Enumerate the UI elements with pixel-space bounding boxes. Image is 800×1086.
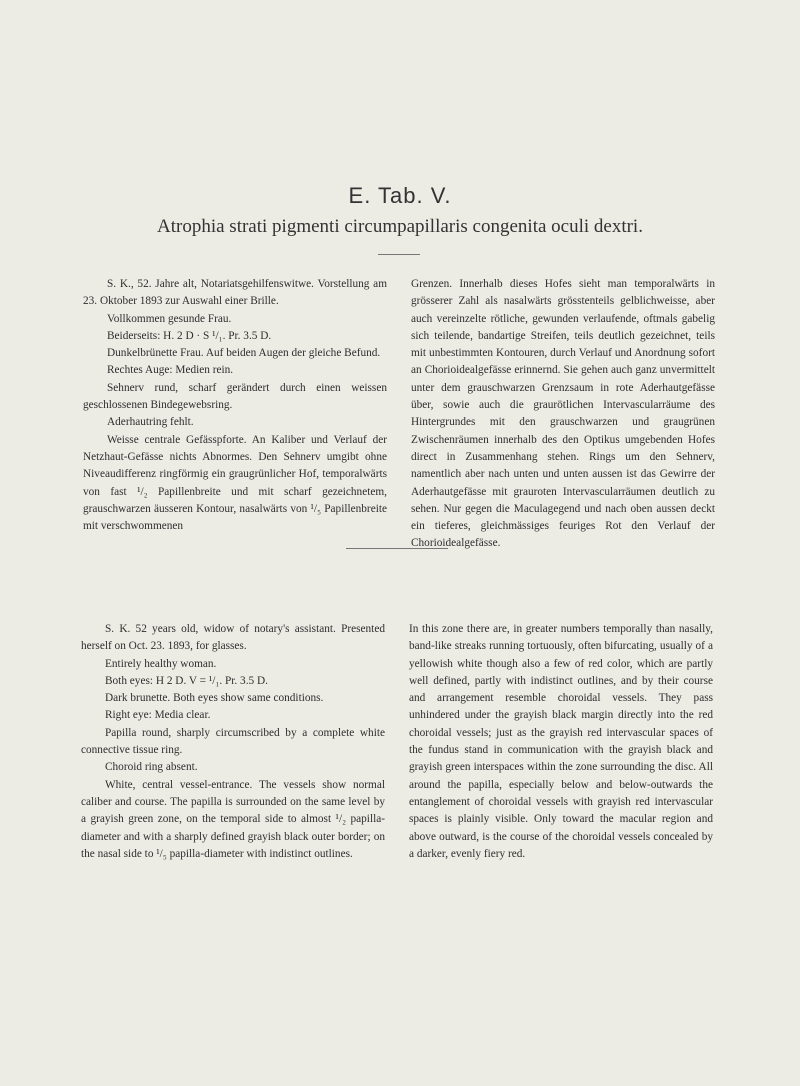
plate-subtitle: Atrophia strati pigmenti circumpapillaris congenita oculi dextri. xyxy=(157,216,643,237)
title-divider xyxy=(378,254,420,255)
english-column-right xyxy=(409,621,713,863)
paragraph: Choroid ring absent. xyxy=(105,761,198,774)
paragraph: Grenzen. Innerhalb dieses Hofes sieht man temporalwärts in grösserer Zahl als nasalwärts grösstenteils gelblichweisse, aber auch vereinzelte rötliche, gewunden verlaufende, oftmals gabelig sich teilende, bandartige Streifen, teils deutlich gezeichnet, teils mit unbestimmten Kontouren, durch Verlauf und Anordnung sofort an Chorioidealgefässe erinnernd. Sie gehen auch ganz unvermittelt unter dem grauschwarzen Grenzsaum in rote Aderhautgefässe über, sowie auch die graurötlichen Intervascularräume des Hintergrundes mit den grauschwarzen und graugrünen Zwischenräumen innerhalb des den Optikus umgebenden Hofes direct in Zusammenhang stehen. Rings um den Sehnerv, namentlich aber nach unten und unten aussen ist das Gewirre der Aderhautgefässe mit grauroten Intervascularräumen deutlich zu sehen. Nur gegen die Maculagegend und nach oben aussen deckt ein tieferes, gleichmässiges feuriges Rot den Verlauf der Chorioidealgefässe. xyxy=(411,278,715,550)
paragraph: Rechtes Auge: Medien rein. xyxy=(107,364,234,377)
paragraph: Weisse centrale Gefässpforte. An Kaliber und Verlauf der Netzhaut-Gefässe nichts Abnormes. Den Sehnerv umgibt ohne Niveaudifferenz ringförmig ein graugrünlicher Hof, temporalwärts von fast ¹/₂ Papillenbreite und mit scharf gezeichnetem, grauschwarzen äusseren Kontour, nasalwärts von ¹/₅ Papillenbreite mit verschwommenen xyxy=(83,433,387,533)
paragraph: Entirely healthy woman. xyxy=(105,657,217,670)
german-column-left xyxy=(83,276,387,535)
paragraph: Right eye: Media clear. xyxy=(105,709,211,722)
paragraph: S. K. 52 years old, widow of notary's assistant. Presented herself on Oct. 23. 1893, for glasses. xyxy=(81,623,385,653)
paragraph: Aderhautring fehlt. xyxy=(107,416,194,429)
section-divider xyxy=(346,548,448,549)
english-column-left xyxy=(81,621,385,863)
paragraph: Papilla round, sharply circumscribed by a complete white connective tissue ring. xyxy=(81,726,385,757)
paragraph: Dunkelbrünette Frau. Auf beiden Augen der gleiche Befund. xyxy=(107,347,381,360)
paragraph: White, central vessel-entrance. The vessels show normal caliber and course. The papilla is surrounded on the same level by a grayish green zone, on the temporal side to almost ¹/₂ papilla-diameter and with a sharply defined grayish black outer border; on the nasal side to ¹/₅ papilla-diameter with indistinct outlines. xyxy=(81,778,385,860)
paragraph: Beiderseits: H. 2 D · S ¹/₁. Pr. 3.5 D. xyxy=(107,329,272,342)
paragraph: Dark brunette. Both eyes show same conditions. xyxy=(105,692,324,705)
paragraph: Both eyes: H 2 D. V = ¹/₁. Pr. 3.5 D. xyxy=(105,674,268,687)
plate-title: E. Tab. V. xyxy=(348,183,452,208)
german-column-right xyxy=(411,276,715,553)
paragraph: S. K., 52. Jahre alt, Notariatsgehilfenswitwe. Vorstellung am 23. Oktober 1893 zur Auswahl einer Brille. xyxy=(83,278,387,308)
paragraph: Sehnerv rund, scharf gerändert durch einen weissen geschlossenen Bindegewebsring. xyxy=(83,381,387,412)
paragraph: In this zone there are, in greater numbers temporally than nasally, band-like streaks running tortuously, often bifurcating, usually of a yellowish white though also a few of red color, which are partly well defined, partly with indistinct outlines, and by their course and arrangement resemble choroidal vessels. They pass unhindered under the grayish black margin directly into the red choroidal vessels; just as the grayish red intervascular spaces of the fundus stand in communication with the grayish black and grayish green interspaces within the zone surrounding the disc. All around the papilla, especially below and below-outwards the entanglement of choroidal vessels with grayish red intervascular spaces is plainly visible. Only toward the macular region and above outward, is the course of the choroidal vessels concealed by a darker, evenly fiery red. xyxy=(409,623,713,860)
paragraph: Vollkommen gesunde Frau. xyxy=(107,312,232,325)
